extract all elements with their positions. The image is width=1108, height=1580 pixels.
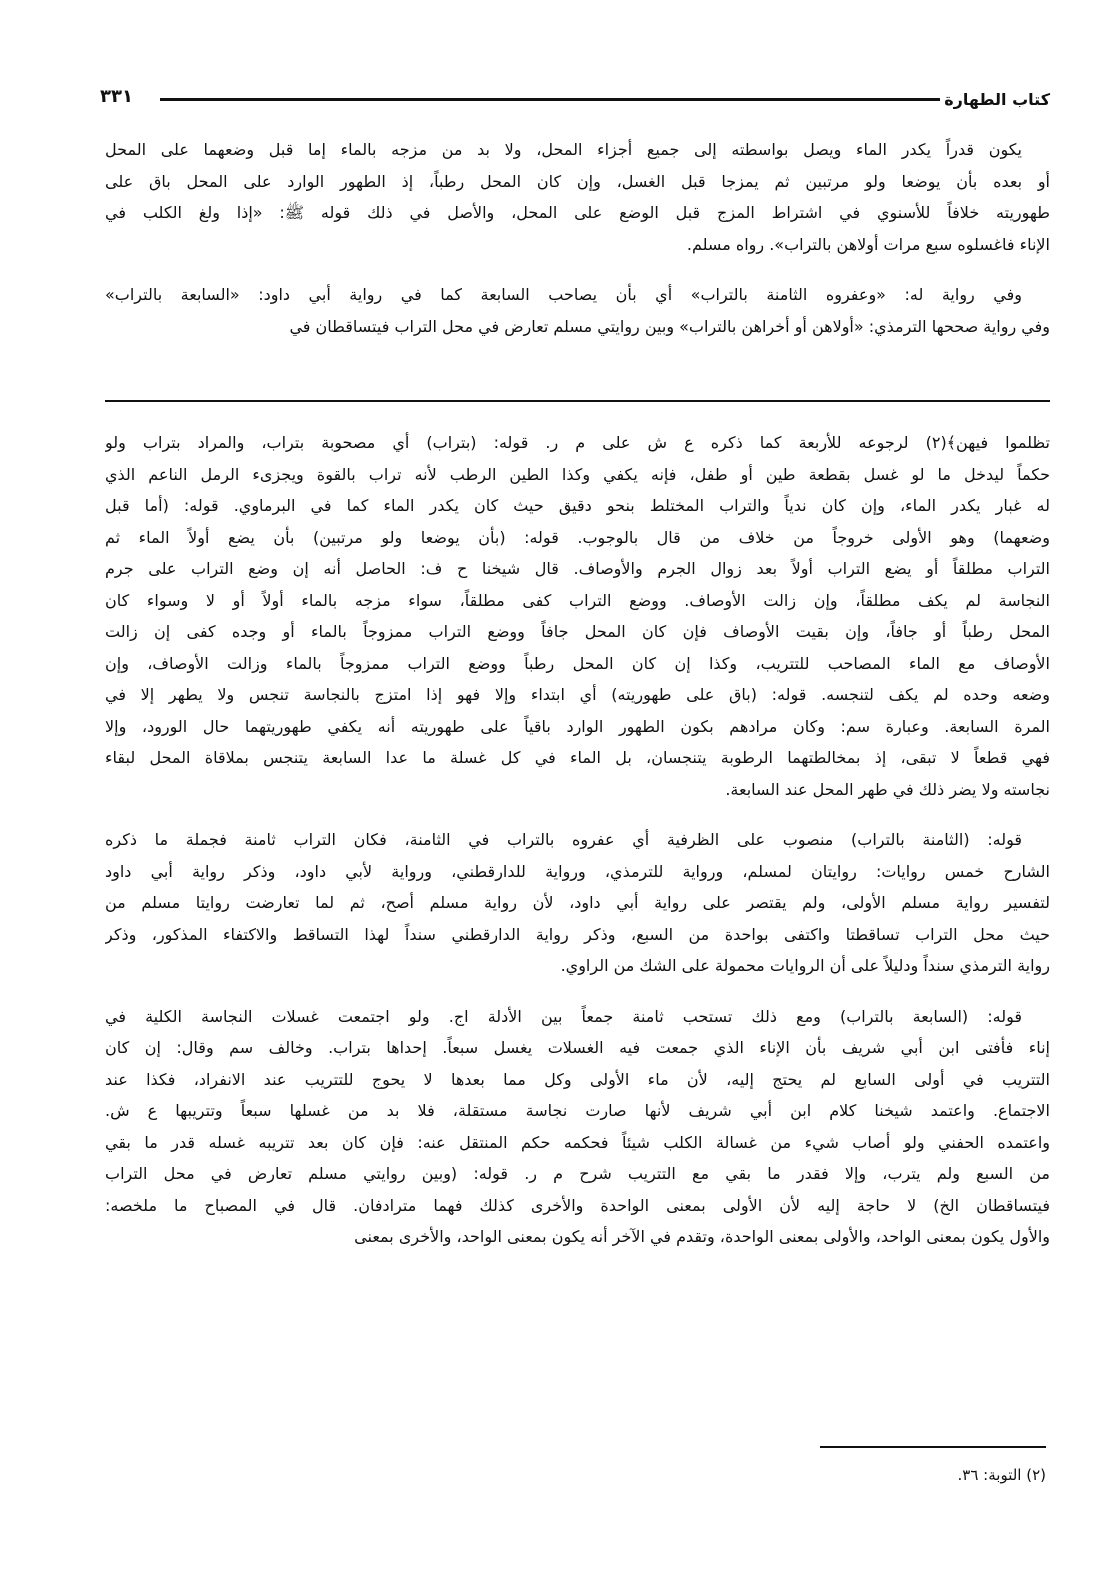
text-line: وضعه وحده لم يكف لتنجسه. قوله: (باق على طهوريته) أي ابتداء وإلا فهو إذا امتزج بالنجاسة تنجس ولا يطهر إلا في <box>105 685 1050 704</box>
main-text <box>105 134 1050 361</box>
text-line: من السبع ولم يترب، وإلا فقدر ما بقي مع التتريب شرح م ر. قوله: (وبين روايتي مسلم تعارض في محل التراب <box>105 1164 1050 1183</box>
chapter-title: كتاب الطهارة <box>944 90 1050 109</box>
text-line: النجاسة لم يكف مطلقاً، وإن زالت الأوصاف. ووضع التراب كفى مطلقاً، سواء مزجه بالماء أولاً أو لا وسواء كان <box>105 590 1050 610</box>
text-line: المرة السابعة. وعبارة سم: وكان مرادهم بكون الطهور الوارد باقياً على طهوريته أنه يكفي طهوريتهما حال الورود، وإلا <box>105 716 1050 736</box>
text-line: والأول يكون بمعنى الواحد، والأولى بمعنى الواحدة، وتقدم في الآخر أنه يكون بمعنى الواحد، والأخرى بمعنى <box>354 1227 1050 1246</box>
page-number: ٣٣١ <box>100 86 133 107</box>
footnote: (٢) التوبة: ٣٦. <box>957 1466 1046 1484</box>
text-line: حيث محل التراب تساقطتا واكتفى بواحدة من السبع، وذكر رواية الدارقطني سنداً لهذا التساقط والاكتفاء المذكور، وذكر <box>105 924 1050 944</box>
header-rule <box>160 98 940 101</box>
text-line: نجاسته ولا يضر ذلك في طهر المحل عند السابعة. <box>725 779 1050 799</box>
text-line: لتفسير رواية مسلم الأولى، ولم يقتصر على رواية أبي داود، لأن رواية مسلم أصح، ثم لما تعارضت روايتا مسلم من <box>105 893 1050 912</box>
text-line: له غبار يكدر الماء، وإن كان ندياً والتراب المختلط بنحو دقيق حيث كان يكدر الماء كما في البرماوي. قوله: (أما قبل <box>105 496 1050 515</box>
text-line: وضعهما) وهو الأولى خروجاً من خلاف من قال بالوجوب. قوله: (بأن يوضعا ولو مرتبين) بأن يضع أولاً الماء ثم <box>105 527 1050 547</box>
text-line: واعتمده الحفني ولو أصاب شيء من غسالة الكلب شيئاً فحكمه حكم المنتقل عنه: فإن كان بعد تتريبه غسله قدر ما بقي <box>105 1132 1050 1152</box>
text-line: الشارح خمس روايات: روايتان لمسلم، ورواية للترمذي، ورواية للدارقطني، ورواية لأبي داود، وذكر رواية أبي داود <box>105 861 1050 881</box>
main-commentary-divider <box>105 400 1050 402</box>
text-line: أو بعده بأن يوضعا ولو مرتبين ثم يمزجا قبل الغسل، وإن كان المحل رطباً، إذ الطهور الوارد على المحل باق على <box>105 171 1050 191</box>
text-line: المحل رطباً أو جافاً، وإن بقيت الأوصاف فإن كان المحل جافاً ووضع التراب ممزوجاً بالماء أو وجده كفى إن زالت <box>105 622 1050 641</box>
text-line: تظلموا فيهن﴾(٢) لرجوعه للأربعة كما ذكره ع ش على م ر. قوله: (بتراب) أي مصحوبة بتراب، والمراد بتراب ولو <box>105 433 1050 452</box>
text-line: وفي رواية له: «وعفروه الثامنة بالتراب» أي بأن يصاحب السابعة كما في رواية أبي داود: «السابعة بالتراب» <box>105 285 1022 304</box>
text-line: وفي رواية صححها الترمذي: «أولاهن أو أخراهن بالتراب» وبين روايتي مسلم تعارض في محل التراب فيتساقطان في <box>289 316 1050 336</box>
text-line: التتريب في أولى السابع لم يحتج إليه، لأن ماء الأولى وكل مما بعدها لا يحوج للتتريب عند الانفراد، فكذا عند <box>105 1069 1050 1089</box>
paragraph <box>105 1001 1050 1253</box>
text-line: طهوريته خلافاً للأسنوي في اشتراط المزج قبل الوضع على المحل، والأصل في ذلك قوله ﷺ: «إذا ولغ الكلب في <box>105 203 1050 222</box>
text-line: قوله: (السابعة بالتراب) ومع ذلك تستحب ثامنة جمعاً بين الأدلة اج. ولو اجتمعت غسلات النجاسة الكلية في <box>105 1006 1022 1026</box>
paragraph <box>105 279 1050 342</box>
text-line: إناء فأفتى ابن أبي شريف بأن الإناء الذي جمعت فيه الغسلات يغسل سبعاً. إحداها بتراب. وخالف سم وقال: إن كان <box>105 1038 1050 1057</box>
paragraph <box>105 134 1050 260</box>
text-line: قوله: (الثامنة بالتراب) منصوب على الظرفية أي عفروه بالتراب في الثامنة، فكان التراب ثامنة فجملة ما ذكره <box>105 830 1022 849</box>
text-line: التراب مطلقاً أو يضع التراب أولاً بعد زوال الجرم والأوصاف. قال شيخنا ح ف: الحاصل أنه إن وضع التراب على جرم <box>105 559 1050 578</box>
paragraph <box>105 824 1050 982</box>
text-line: حكماً ليدخل ما لو غسل بقطعة طين أو طفل، فإنه يكفي وكذا الطين الرطب لأنه تراب بالقوة ويجزىء الرمل الناعم الذي <box>105 464 1050 484</box>
text-line: الاجتماع. واعتمد شيخنا كلام ابن أبي شريف لأنها صارت نجاسة مستقلة، فلا بد من غسلها سبعاً وتتريبها ع ش. <box>105 1101 1050 1120</box>
commentary-text <box>105 427 1050 1272</box>
text-line: الإناء فاغسلوه سبع مرات أولاهن بالتراب». رواه مسلم. <box>686 234 1050 254</box>
text-line: يكون قدراً يكدر الماء ويصل بواسطته إلى جميع أجزاء المحل، ولا بد من مزجه بالماء إما قبل وضعهما على المحل <box>105 140 1022 159</box>
text-line: فيتساقطان الخ) لا حاجة إليه لأن الأولى بمعنى الواحدة والأخرى كذلك فهما مترادفان. قال في المصباح ما ملخصه: <box>105 1195 1050 1215</box>
running-header <box>100 86 1050 116</box>
text-line: فهي قطعاً لا تبقى، إذ بمخالطتهما الرطوبة يتنجسان، بل الماء في كل غسلة ما عدا السابعة يتنجس بملاقاة المحل لبقاء <box>105 748 1050 767</box>
footnote-rule <box>820 1446 1046 1448</box>
text-line: الأوصاف مع الماء المصاحب للتتريب، وكذا إن كان المحل رطباً ووضع التراب ممزوجاً بالماء وزالت الأوصاف، وإن <box>105 653 1050 673</box>
paragraph <box>105 427 1050 805</box>
text-line: رواية الترمذي سنداً ودليلاً على أن الروايات محمولة على الشك من الراوي. <box>560 956 1050 975</box>
